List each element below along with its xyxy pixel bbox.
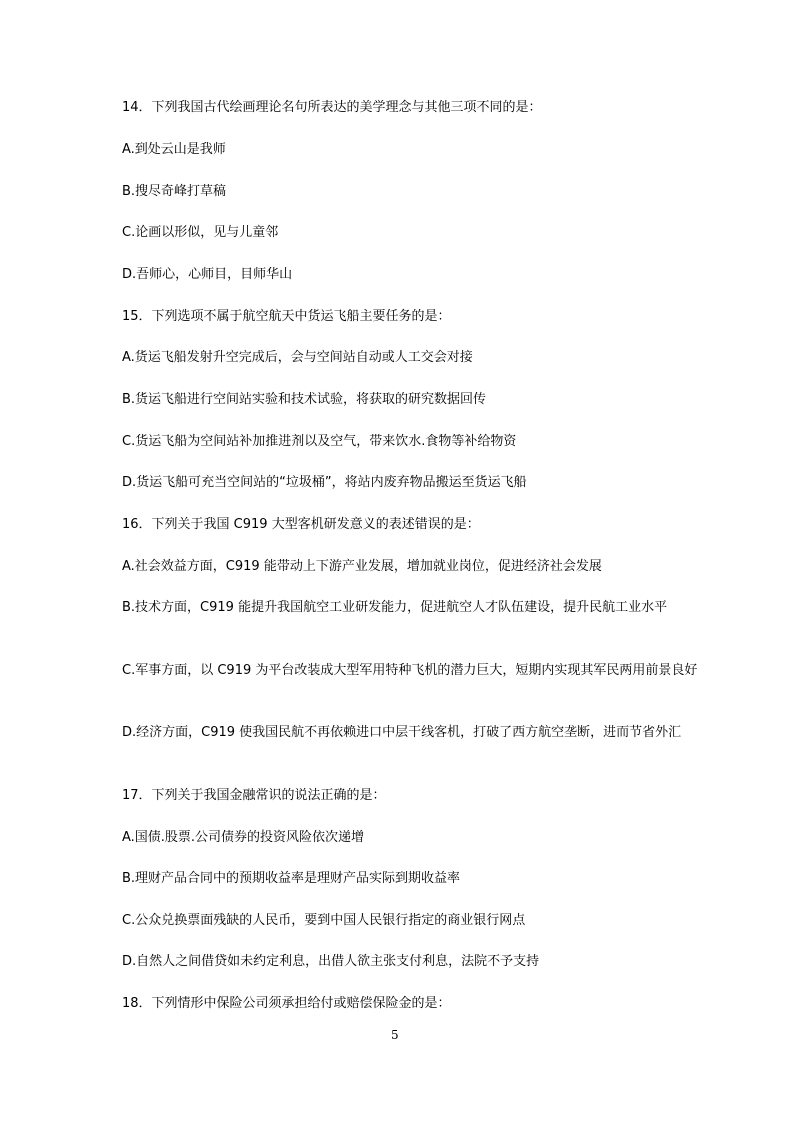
question-15-option-c: C.货运飞船为空间站补加推进剂以及空气，带来饮水.食物等补给物资: [122, 434, 517, 449]
question-14-option-a: A.到处云山是我师: [122, 142, 226, 157]
question-16-option-d: D.经济方面，C919 使我国民航不再依赖进口中层干线客机，打破了西方航空垄断，进而节省外汇: [122, 725, 682, 740]
question-14-option-c: C.论画以形似，见与儿童邻: [122, 225, 279, 240]
question-15-stem: 15．下列选项不属于航空航天中货运飞船主要任务的是：: [122, 309, 451, 324]
question-14-option-d: D.吾师心，心师目，目师华山: [122, 267, 293, 282]
question-15-option-d: D.货运飞船可充当空间站的“垃圾桶”，将站内废弃物品搬运至货运飞船: [122, 475, 527, 490]
question-16-option-c: C.军事方面，以 C919 为平台改装成大型军用特种飞机的潜力巨大，短期内实现其军民两用前景良好: [122, 663, 698, 678]
question-17-stem: 17．下列关于我国金融常识的说法正确的是：: [122, 788, 386, 803]
question-17-option-d: D.自然人之间借贷如未约定利息，出借人欲主张支付利息，法院不予支持: [122, 954, 540, 969]
question-16-stem: 16．下列关于我国 C919 大型客机研发意义的表述错误的是：: [122, 517, 480, 532]
page-number: 5: [391, 1028, 399, 1042]
question-14-stem: 14．下列我国古代绘画理论名句所表达的美学理念与其他三项不同的是：: [122, 100, 542, 115]
question-18-stem: 18．下列情形中保险公司须承担给付或赔偿保险金的是：: [122, 996, 451, 1011]
question-16-option-a: A.社会效益方面，C919 能带动上下游产业发展，增加就业岗位，促进经济社会发展: [122, 559, 602, 574]
question-15-option-b: B.货运飞船进行空间站实验和技术试验，将获取的研究数据回传: [122, 392, 487, 407]
question-14-option-b: B.搜尽奇峰打草稿: [122, 184, 227, 199]
question-17-option-c: C.公众兑换票面残缺的人民币，要到中国人民银行指定的商业银行网点: [122, 913, 526, 928]
question-15-option-a: A.货运飞船发射升空完成后，会与空间站自动或人工交会对接: [122, 350, 473, 365]
question-17-option-a: A.国债.股票.公司债券的投资风险依次递增: [122, 830, 365, 845]
question-16-option-b: B.技术方面，C919 能提升我国航空工业研发能力，促进航空人才队伍建设，提升民航工业水平: [122, 600, 668, 615]
question-17-option-b: B.理财产品合同中的预期收益率是理财产品实际到期收益率: [122, 871, 461, 886]
